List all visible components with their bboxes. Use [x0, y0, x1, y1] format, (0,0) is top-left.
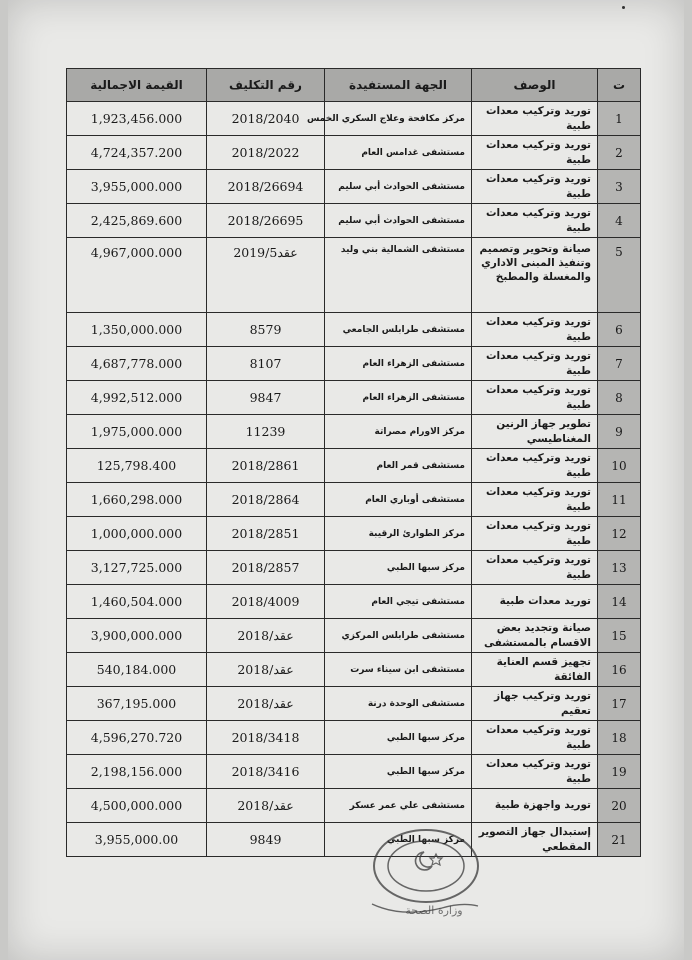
row-total: 2,198,156.000	[67, 755, 207, 789]
row-description: توريد وتركيب معدات طبية	[472, 517, 598, 551]
row-description: صيانة وتجديد بعض الاقسام بالمستشفى	[472, 619, 598, 653]
header-index: ت	[598, 69, 641, 102]
table-row	[67, 721, 641, 755]
star-icon	[430, 854, 442, 865]
row-total: 1,000,000.000	[67, 517, 207, 551]
row-beneficiary: مستشفى أوباري العام	[325, 483, 472, 517]
row-description: توريد وتركيب معدات طبية	[472, 102, 598, 136]
row-beneficiary: مستشفى تيجي العام	[325, 585, 472, 619]
row-beneficiary: مستشفى علي عمر عسكر	[325, 789, 472, 823]
row-total: 3,127,725.000	[67, 551, 207, 585]
row-index: 10	[598, 449, 641, 483]
row-reference: 9847	[207, 381, 325, 415]
row-total: 1,350,000.000	[67, 313, 207, 347]
row-total: 2,425,869.600	[67, 204, 207, 238]
header-description: الوصف	[472, 69, 598, 102]
row-beneficiary: مستشفى طرابلس الجامعي	[325, 313, 472, 347]
table-row	[67, 449, 641, 483]
row-index: 9	[598, 415, 641, 449]
row-total: 540,184.000	[67, 653, 207, 687]
row-description: توريد وتركيب معدات طبية	[472, 755, 598, 789]
table-row	[67, 823, 641, 857]
row-beneficiary: مستشفى الوحدة درنة	[325, 687, 472, 721]
row-beneficiary: مركز الاورام مصراتة	[325, 415, 472, 449]
row-index: 14	[598, 585, 641, 619]
table-row	[67, 551, 641, 585]
table-row	[67, 755, 641, 789]
row-total: 3,955,000.000	[67, 170, 207, 204]
row-index: 12	[598, 517, 641, 551]
table-row	[67, 204, 641, 238]
table-row	[67, 238, 641, 313]
table-row	[67, 415, 641, 449]
row-beneficiary: مستشفى الحوادث أبي سليم	[325, 204, 472, 238]
row-index: 13	[598, 551, 641, 585]
table-row	[67, 687, 641, 721]
crescent-icon	[416, 852, 432, 870]
row-description: توريد وتركيب معدات طبية	[472, 551, 598, 585]
row-index: 21	[598, 823, 641, 857]
row-reference: عقد/2018	[207, 653, 325, 687]
row-reference: 2018/2040	[207, 102, 325, 136]
row-reference: 8579	[207, 313, 325, 347]
row-total: 3,900,000.000	[67, 619, 207, 653]
row-index: 11	[598, 483, 641, 517]
row-reference: 2018/2022	[207, 136, 325, 170]
row-description: توريد وتركيب معدات طبية	[472, 136, 598, 170]
row-total: 4,992,512.000	[67, 381, 207, 415]
row-total: 1,923,456.000	[67, 102, 207, 136]
table-row	[67, 483, 641, 517]
table-row	[67, 381, 641, 415]
row-description: تطوير جهاز الرنين المغناطيسي	[472, 415, 598, 449]
table-row	[67, 789, 641, 823]
row-index: 20	[598, 789, 641, 823]
row-description: توريد وتركيب معدات طبية	[472, 721, 598, 755]
row-total: 4,724,357.200	[67, 136, 207, 170]
row-index: 6	[598, 313, 641, 347]
row-index: 3	[598, 170, 641, 204]
row-beneficiary: مركز سبها الطبي	[325, 823, 472, 857]
table-row	[67, 653, 641, 687]
row-total: 125,798.400	[67, 449, 207, 483]
row-index: 8	[598, 381, 641, 415]
row-index: 4	[598, 204, 641, 238]
row-index: 17	[598, 687, 641, 721]
header-total: القيمة الاجمالية	[67, 69, 207, 102]
row-description: توريد وتركيب معدات طبية	[472, 381, 598, 415]
row-total: 4,687,778.000	[67, 347, 207, 381]
table-header-row	[67, 69, 641, 102]
stamp-text: وزارة الصحة	[405, 904, 463, 917]
row-index: 19	[598, 755, 641, 789]
row-beneficiary: مستشفى الحوادث أبي سليم	[325, 170, 472, 204]
row-description: تجهيز قسم العناية الفائقة	[472, 653, 598, 687]
row-description: توريد واجهزة طبية	[472, 789, 598, 823]
ministry-stamp	[364, 820, 494, 920]
row-beneficiary: مركز سبها الطبي	[325, 551, 472, 585]
row-reference: عقد/2018	[207, 619, 325, 653]
row-reference: 9849	[207, 823, 325, 857]
row-index: 5	[598, 238, 641, 313]
row-description: صيانة وتحوير وتصميم وتنفيذ المبنى الاداري والمغسلة والمطبخ	[472, 238, 598, 313]
row-total: 1,660,298.000	[67, 483, 207, 517]
row-description: توريد وتركيب معدات طبية	[472, 170, 598, 204]
row-index: 2	[598, 136, 641, 170]
row-index: 15	[598, 619, 641, 653]
row-index: 1	[598, 102, 641, 136]
header-beneficiary: الجهة المستفيدة	[325, 69, 472, 102]
row-reference: 2018/3416	[207, 755, 325, 789]
row-beneficiary: مستشفى ابن سيناء سرت	[325, 653, 472, 687]
row-description: توريد وتركيب معدات طبية	[472, 313, 598, 347]
row-total: 4,500,000.000	[67, 789, 207, 823]
row-reference: عقد/2018	[207, 687, 325, 721]
row-reference: 2018/2861	[207, 449, 325, 483]
row-beneficiary: مركز سبها الطبي	[325, 755, 472, 789]
row-reference: 11239	[207, 415, 325, 449]
row-reference: عقد/2018	[207, 789, 325, 823]
row-reference: 2018/4009	[207, 585, 325, 619]
row-index: 18	[598, 721, 641, 755]
row-total: 1,460,504.000	[67, 585, 207, 619]
table-row	[67, 170, 641, 204]
row-reference: عقد2019/5	[207, 238, 325, 313]
row-beneficiary: مستشفى طرابلس المركزي	[325, 619, 472, 653]
row-description: توريد وتركيب جهاز تعقيم	[472, 687, 598, 721]
row-total: 4,596,270.720	[67, 721, 207, 755]
row-reference: 8107	[207, 347, 325, 381]
row-beneficiary: مستشفى الشمالية بني وليد	[325, 238, 472, 313]
row-reference: 2018/2857	[207, 551, 325, 585]
table-row	[67, 136, 641, 170]
header-reference: رقم التكليف	[207, 69, 325, 102]
row-beneficiary: مستشفى قمر العام	[325, 449, 472, 483]
table-row	[67, 313, 641, 347]
row-description: توريد وتركيب معدات طبية	[472, 347, 598, 381]
table-row	[67, 585, 641, 619]
row-total: 3,955,000.00	[67, 823, 207, 857]
row-beneficiary: مركز مكافحة وعلاج السكري الخمس	[325, 102, 472, 136]
row-reference: 2018/26695	[207, 204, 325, 238]
row-reference: 2018/2851	[207, 517, 325, 551]
table-row	[67, 619, 641, 653]
row-total: 4,967,000.000	[67, 238, 207, 313]
row-beneficiary: مستشفى غدامس العام	[325, 136, 472, 170]
row-description: إستبدال جهاز التصوير المقطعي	[472, 823, 598, 857]
row-reference: 2018/26694	[207, 170, 325, 204]
row-description: توريد وتركيب معدات طبية	[472, 204, 598, 238]
row-total: 367,195.000	[67, 687, 207, 721]
row-reference: 2018/2864	[207, 483, 325, 517]
table-row	[67, 347, 641, 381]
row-beneficiary: مستشفى الزهراء العام	[325, 347, 472, 381]
document-page	[8, 0, 684, 960]
table-row	[67, 102, 641, 136]
row-index: 7	[598, 347, 641, 381]
row-total: 1,975,000.000	[67, 415, 207, 449]
row-description: توريد وتركيب معدات طبية	[472, 449, 598, 483]
row-beneficiary: مركز سبها الطبي	[325, 721, 472, 755]
row-beneficiary: مركز الطوارئ الرقيبة	[325, 517, 472, 551]
row-index: 16	[598, 653, 641, 687]
scan-speck	[622, 6, 625, 9]
table-row	[67, 517, 641, 551]
row-description: توريد معدات طبية	[472, 585, 598, 619]
row-reference: 2018/3418	[207, 721, 325, 755]
row-description: توريد وتركيب معدات طبية	[472, 483, 598, 517]
procurement-table	[66, 68, 641, 857]
row-beneficiary: مستشفى الزهراء العام	[325, 381, 472, 415]
